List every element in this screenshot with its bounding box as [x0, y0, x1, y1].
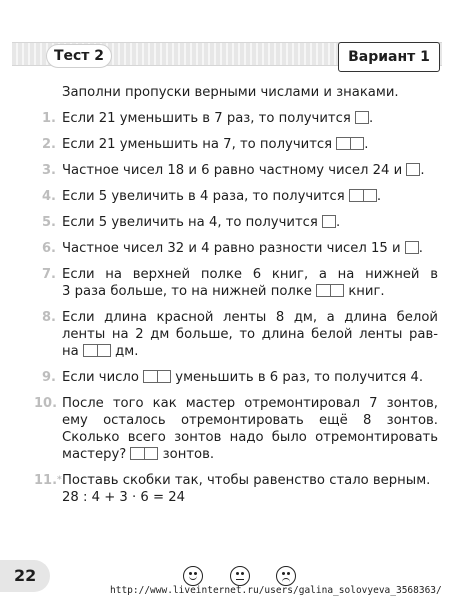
task-text: Если 5 увеличить на 4, то получится	[62, 215, 318, 230]
answer-box[interactable]	[349, 189, 377, 202]
task-number: 1.	[42, 111, 56, 126]
task-number: 8.	[42, 310, 56, 325]
task-text: Сколько всего зонтов надо было отремонтировать	[62, 430, 438, 445]
task-text: мастеру?	[62, 447, 127, 462]
variant-label: Вариант 1	[338, 42, 440, 72]
task-6: 6. Частное чисел 32 и 4 равно разности чисел 15 и .	[38, 240, 438, 257]
answer-box[interactable]	[83, 344, 111, 357]
task-number: 2.	[42, 137, 56, 152]
task-number: 10.	[34, 396, 58, 411]
task-text: Частное чисел 18 и 6 равно частному чисел 24 и	[62, 163, 403, 178]
task-9	[38, 369, 438, 386]
task-number: 6.	[42, 241, 56, 256]
task-4: 4. Если 5 увеличить в 4 раза, то получится .	[38, 188, 438, 205]
task-5: 5. Если 5 увеличить на 4, то получится .	[38, 214, 438, 231]
task-text: ему осталось отремонтировать ещё 8 зонтов.	[62, 413, 438, 428]
task-number: 3.	[42, 163, 56, 178]
task-text: ленты на 2 дм больше, то длина белой ленты рав-	[62, 327, 438, 342]
task-number: 9.	[42, 370, 56, 385]
task-text: уменьшить в 6 раз, то получится 4.	[175, 370, 424, 385]
answer-box[interactable]	[322, 215, 336, 228]
task-2: 2. Если 21 уменьшить на 7, то получится .	[38, 136, 438, 153]
task-8	[38, 309, 438, 360]
task-number: 11.*	[34, 473, 62, 488]
task-11	[34, 472, 438, 506]
answer-box[interactable]	[143, 370, 171, 383]
task-number: 5.	[42, 215, 56, 230]
task-text: Поставь скобки так, чтобы равенство стало верным.	[62, 473, 431, 488]
task-text: После того как мастер отремонтировал 7 зонтов,	[62, 396, 438, 411]
task-text: на	[62, 344, 79, 359]
task-text: Если 5 увеличить в 4 раза, то получится	[62, 189, 345, 204]
task-text: Если на верхней полке 6 книг, а на нижней в	[62, 267, 438, 282]
task-text: Если число	[62, 370, 139, 385]
neutral-face-icon[interactable]	[230, 566, 250, 586]
task-text: Если длина красной ленты 8 дм, а длина белой	[62, 310, 438, 325]
task-1: 1. Если 21 уменьшить в 7 раз, то получится .	[38, 110, 438, 127]
page-number: 22	[14, 566, 37, 585]
task-3: 3. Частное чисел 18 и 6 равно частному чисел 24 и .	[38, 162, 438, 179]
answer-box[interactable]	[130, 447, 158, 460]
star-mark: *	[57, 475, 62, 485]
task-text: книг.	[348, 284, 385, 299]
task-number: 7.	[42, 267, 56, 282]
task-text: дм.	[115, 344, 139, 359]
answer-box[interactable]	[355, 111, 369, 124]
equation: 28 : 4 + 3 · 6 = 24	[62, 490, 186, 505]
smile-icon[interactable]	[183, 566, 203, 586]
answer-box[interactable]	[405, 241, 419, 254]
sad-face-icon[interactable]	[276, 566, 296, 586]
task-7	[38, 266, 438, 300]
task-number: 4.	[42, 189, 56, 204]
task-10	[34, 395, 438, 463]
answer-box[interactable]	[316, 284, 344, 297]
answer-box[interactable]	[336, 137, 364, 150]
instruction: Заполни пропуски верными числами и знаками.	[62, 85, 399, 100]
answer-box[interactable]	[406, 163, 420, 176]
task-text: Если 21 уменьшить на 7, то получится	[62, 137, 333, 152]
task-text: 3 раза больше, то на нижней полке	[62, 284, 312, 299]
source-url: http://www.liveinternet.ru/users/galina_solovyeva_3568363/	[110, 585, 442, 596]
task-text: Если 21 уменьшить в 7 раз, то получится	[62, 111, 351, 126]
task-text: зонтов.	[162, 447, 215, 462]
worksheet-content	[34, 84, 438, 506]
test-label: Тест 2	[46, 44, 112, 68]
task-text: Частное чисел 32 и 4 равно разности чисел 15 и	[62, 241, 401, 256]
